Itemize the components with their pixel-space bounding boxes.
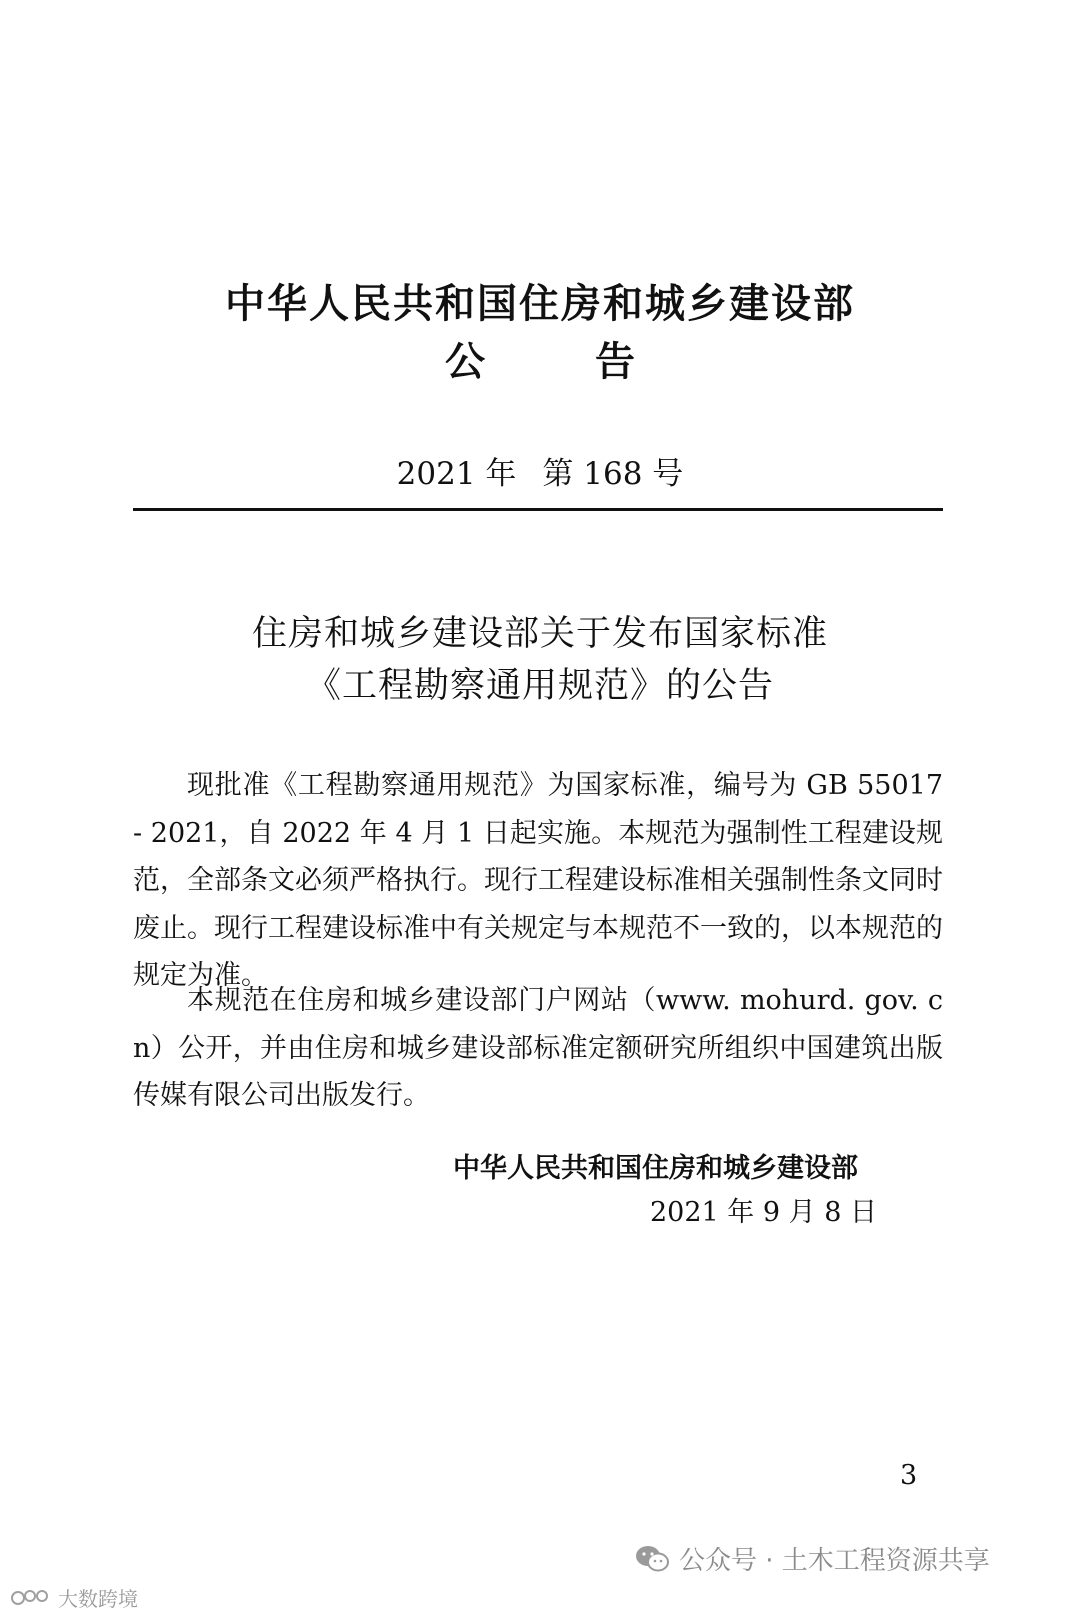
issue-number [0, 448, 1080, 493]
notice-title-char-2: 告 [595, 339, 635, 385]
header-divider [133, 508, 943, 511]
signature-date: 2021 年 9 月 8 日 [650, 1197, 877, 1228]
wechat-watermark-text: 公众号 · 土木工程资源共享 [679, 1546, 990, 1576]
corner-watermark-text: 大数跨境 [58, 1587, 138, 1611]
issue-year: 2021 年 [396, 456, 517, 492]
brand-logo-icon [10, 1587, 54, 1609]
body-paragraph-1: 现批准《工程勘察通用规范》为国家标准，编号为 GB 55017 - 2021，自 2022 年 4 月 1 日起实施。本规范为强制性工程建设规范，全部条文必须严格执行。现行工程建设标准相关强制性条文同时废止。现行工程建设标准中有关规定与本规范不一致的，以本规范的规定为准。 [133, 770, 943, 991]
notice-title-char-1: 公 [445, 339, 485, 385]
corner-watermark [10, 1583, 138, 1612]
subtitle-line-2: 《工程勘察通用规范》的公告 [305, 666, 774, 706]
signature-issuer: 中华人民共和国住房和城乡建设部 [453, 1153, 858, 1184]
ministry-title: 中华人民共和国住房和城乡建设部 [225, 281, 855, 327]
subtitle-line-1: 住房和城乡建设部关于发布国家标准 [251, 614, 828, 654]
notice-title [0, 330, 1080, 387]
wechat-icon [635, 1545, 669, 1573]
body-paragraph-2: 本规范在住房和城乡建设部门户网站（www. mohurd. gov. cn）公开，并由住房和城乡建设部标准定额研究所组织中国建筑出版传媒有限公司出版发行。 [133, 985, 943, 1111]
page-number: 3 [900, 1460, 918, 1491]
wechat-watermark [635, 1540, 990, 1577]
issue-sequence: 第 168 号 [542, 456, 684, 492]
